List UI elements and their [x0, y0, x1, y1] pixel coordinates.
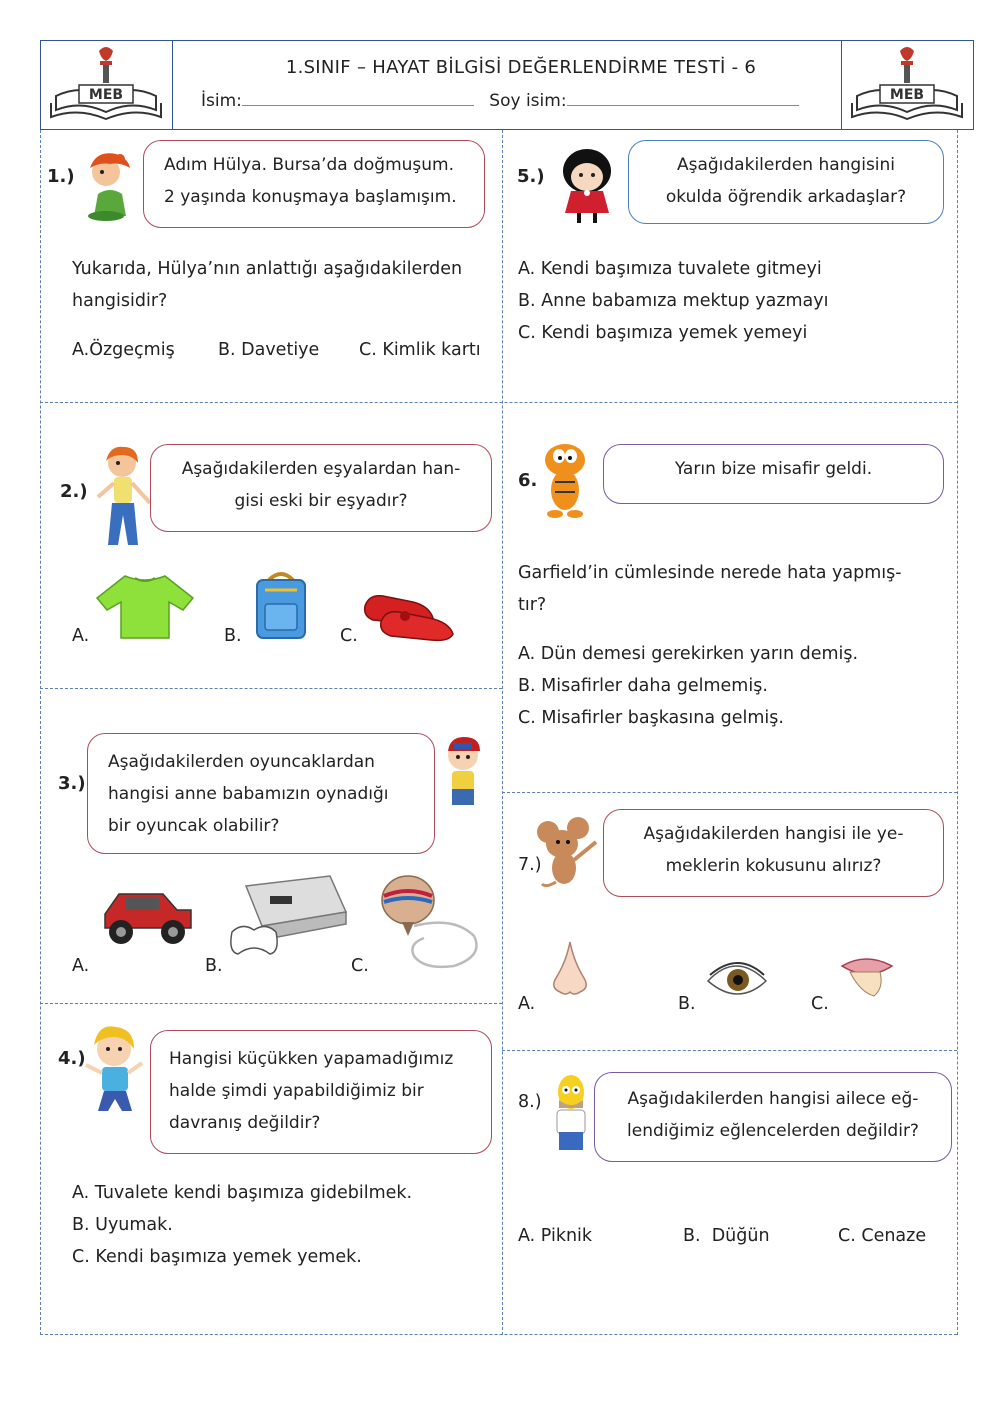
- option-b[interactable]: B. Misafirler daha gelmemiş.: [518, 676, 768, 696]
- name-blank[interactable]: [242, 91, 474, 106]
- bubble-line: davranış değildir?: [169, 1113, 321, 1133]
- name-field-row: [201, 91, 799, 111]
- bubble-line: 2 yaşında konuşmaya başlamışım.: [164, 187, 457, 207]
- option-c-label[interactable]: C.: [811, 994, 829, 1014]
- question-number: 3.): [58, 773, 86, 794]
- question-text: [72, 253, 462, 317]
- bubble-line: bir oyuncak olabilir?: [108, 816, 280, 836]
- question-number: 2.): [60, 481, 88, 502]
- bubble-line: halde şimdi yapabildiğimiz bir: [169, 1081, 424, 1101]
- character-girl-image: [94, 443, 154, 555]
- bubble-line: gisi eski bir eşyadır?: [234, 491, 408, 511]
- surname-blank[interactable]: [567, 91, 799, 106]
- meb-logo-right: [841, 41, 973, 129]
- page-header: [40, 40, 974, 130]
- nose-image[interactable]: [548, 938, 592, 1006]
- bubble-line: hangisi anne babamızın oynadığı: [108, 784, 389, 804]
- option-c[interactable]: C. Cenaze: [838, 1226, 927, 1246]
- option-b-label[interactable]: B.: [678, 994, 696, 1014]
- speech-bubble: [87, 733, 435, 854]
- option-c-label[interactable]: C.: [340, 626, 358, 646]
- option-c[interactable]: C. Kendi başımıza yemek yemek.: [72, 1247, 362, 1267]
- option-c[interactable]: C. Kendi başımıza yemek yemeyi: [518, 323, 808, 343]
- spinning-top-image[interactable]: [374, 870, 490, 978]
- option-c[interactable]: C. Kimlik kartı: [359, 340, 481, 360]
- surname-label: Soy isim:: [489, 91, 567, 111]
- game-console-image[interactable]: [226, 866, 350, 976]
- option-list: [72, 1177, 412, 1273]
- character-hulya-image: [76, 150, 146, 226]
- option-c[interactable]: C. Misafirler başkasına gelmiş.: [518, 708, 784, 728]
- grid-bottom-border: [40, 1334, 957, 1335]
- bubble-line: lendiğimiz eğlencelerden değildir?: [627, 1121, 919, 1141]
- mouth-image[interactable]: [836, 946, 898, 1010]
- character-boy-image: [80, 1025, 146, 1121]
- option-a[interactable]: A.Özgeçmiş: [72, 340, 175, 360]
- left-divider: [40, 688, 502, 689]
- question-number: 7.): [518, 855, 542, 875]
- option-b[interactable]: B. Düğün: [683, 1226, 770, 1246]
- svg-text:MEB: MEB: [889, 87, 925, 103]
- character-garfield-image: [535, 438, 597, 524]
- page-title: 1.SINIF – HAYAT BİLGİSİ DEĞERLENDİRME TESTİ - 6: [285, 57, 757, 78]
- bubble-line: Aşağıdakilerden hangisi ile ye-: [643, 824, 904, 844]
- bubble-line: Aşağıdakilerden oyuncaklardan: [108, 752, 375, 772]
- bubble-line: Aşağıdakilerden eşyalardan han-: [181, 459, 461, 479]
- option-b[interactable]: B. Uyumak.: [72, 1215, 173, 1235]
- question-line: tır?: [518, 595, 547, 615]
- red-shoes-image[interactable]: [361, 566, 459, 650]
- option-a-label[interactable]: A.: [72, 626, 90, 646]
- option-a[interactable]: A. Tuvalete kendi başımıza gidebilmek.: [72, 1183, 413, 1203]
- option-b[interactable]: B. Anne babamıza mektup yazmayı: [518, 291, 829, 311]
- speech-bubble: [628, 140, 944, 224]
- right-divider: [502, 1050, 957, 1051]
- character-boy-cap-image: [442, 735, 484, 811]
- right-divider: [502, 792, 957, 793]
- meb-logo-left: [41, 41, 173, 129]
- bubble-line: Aşağıdakilerden hangisi ailece eğ-: [627, 1089, 919, 1109]
- bubble-line: meklerin kokusunu alırız?: [665, 856, 882, 876]
- option-a-label[interactable]: A.: [72, 956, 90, 976]
- option-list: [518, 638, 858, 734]
- bubble-line: okulda öğrendik arkadaşlar?: [665, 187, 907, 207]
- question-number: 6.: [518, 470, 538, 491]
- bubble-line: Yarın bize misafir geldi.: [674, 459, 873, 479]
- speech-bubble: [603, 444, 944, 504]
- option-b-label[interactable]: B.: [205, 956, 223, 976]
- school-bag-image[interactable]: [247, 570, 315, 646]
- option-c-label[interactable]: C.: [351, 956, 369, 976]
- speech-bubble: [150, 1030, 492, 1154]
- option-a-label[interactable]: A.: [518, 994, 536, 1014]
- grid-left-border: [40, 130, 41, 1335]
- question-number: 4.): [58, 1048, 86, 1069]
- question-number: 1.): [47, 166, 75, 187]
- grid-right-border: [957, 130, 958, 1335]
- option-b-label[interactable]: B.: [224, 626, 242, 646]
- character-mafalda-image: [553, 145, 625, 229]
- option-a[interactable]: A. Kendi başımıza tuvalete gitmeyi: [518, 259, 822, 279]
- name-label: İsim:: [201, 91, 242, 111]
- left-divider: [40, 1003, 502, 1004]
- bubble-line: Adım Hülya. Bursa’da doğmuşum.: [164, 155, 455, 175]
- bubble-line: Aşağıdakilerden hangisini: [676, 155, 896, 175]
- bubble-line: Hangisi küçükken yapamadığımız: [169, 1049, 454, 1069]
- question-text: [518, 557, 902, 621]
- speech-bubble: [594, 1072, 952, 1162]
- character-jerry-image: [532, 812, 604, 896]
- sweater-image[interactable]: [95, 570, 195, 646]
- option-a[interactable]: A. Dün demesi gerekirken yarın demiş.: [518, 644, 859, 664]
- question-line: Garfield’in cümlesinde nerede hata yapmış-: [518, 563, 902, 583]
- eye-image[interactable]: [706, 955, 768, 1003]
- question-line: hangisidir?: [72, 291, 168, 311]
- question-number: 5.): [517, 166, 545, 187]
- speech-bubble: [150, 444, 492, 532]
- svg-text:MEB: MEB: [88, 87, 124, 103]
- grid-center-divider: [502, 130, 503, 1335]
- question-line: Yukarıda, Hülya’nın anlattığı aşağıdakilerden: [72, 259, 463, 279]
- option-b[interactable]: B. Davetiye: [218, 340, 320, 360]
- character-homer-image: [545, 1072, 597, 1158]
- toy-car-image[interactable]: [97, 878, 197, 952]
- speech-bubble: [603, 809, 944, 897]
- question-number: 8.): [518, 1092, 542, 1112]
- option-a[interactable]: A. Piknik: [518, 1226, 593, 1246]
- row-divider: [40, 402, 957, 403]
- option-list: [518, 253, 829, 349]
- speech-bubble: [143, 140, 485, 228]
